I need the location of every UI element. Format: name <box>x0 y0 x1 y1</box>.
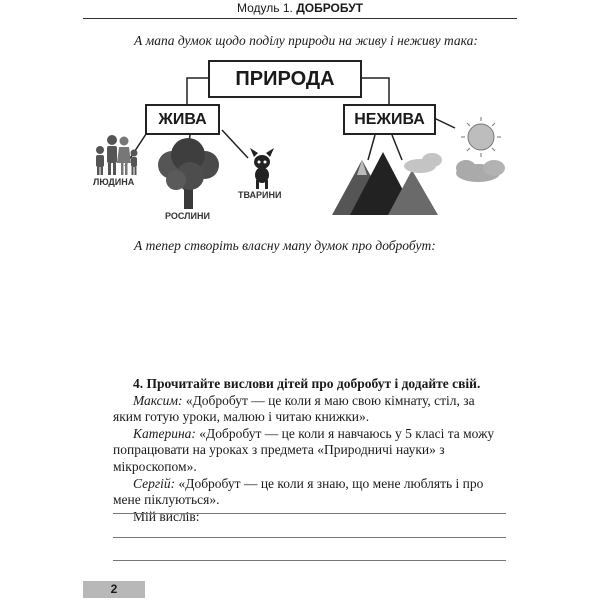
dog-icon <box>250 148 274 189</box>
connector-nonliving-mountains <box>368 135 375 160</box>
task-title: 4. Прочитайте вислови дітей про добробут і додайте свій. <box>133 376 481 391</box>
connector-root-living <box>187 78 208 104</box>
root-node-label: ПРИРОДА <box>235 67 335 90</box>
sun-icon <box>461 117 501 157</box>
prompt-text: А тепер створіть власну мапу думок про добробут: <box>134 238 436 253</box>
people-icon <box>96 135 138 175</box>
label-human: ЛЮДИНА <box>93 177 135 187</box>
node-living-label: ЖИВА <box>158 110 207 128</box>
intro-text: А мапа думок щодо поділу природи на живу і неживу така: <box>134 33 478 48</box>
label-animals: ТВАРИНИ <box>238 190 282 200</box>
connector-living-animals <box>222 130 248 158</box>
quote-serhii <box>113 476 506 509</box>
quote-kateryna <box>113 426 506 476</box>
task-4 <box>113 376 506 525</box>
page-number: 2 <box>83 581 145 598</box>
quote-name: Сергій: <box>133 475 176 491</box>
answer-line[interactable] <box>113 560 506 561</box>
connector-nonliving-sun <box>434 118 455 128</box>
answer-line[interactable] <box>113 513 506 514</box>
tree-icon <box>158 138 219 209</box>
quote-text: «Добробут — це коли я маю свою кімнату, стіл, за яким готую уроки, малюю і читаю книжки». <box>113 392 475 425</box>
quote-text: «Добробут — це коли я навчаюсь у 5 класі та можу попрацювати на уроках з предмета «Природничі науки» з мікроскопом». <box>113 425 495 474</box>
answer-line[interactable] <box>113 537 506 538</box>
quote-name: Катерина: <box>133 425 196 441</box>
quote-maksym <box>113 393 506 426</box>
root-node-nature <box>208 60 362 98</box>
node-nonliving <box>343 104 436 135</box>
module-title: ДОБРОБУТ <box>296 1 364 15</box>
my-statement-label: Мій вислів: <box>133 508 200 524</box>
module-number: Модуль 1. <box>236 1 293 15</box>
connector-root-nonliving <box>360 78 389 104</box>
quote-text: «Добробут — це коли я знаю, що мене люблять і про мене піклуються». <box>113 475 484 508</box>
connector-nonliving-clouds <box>392 135 402 160</box>
clouds-icon <box>404 153 505 182</box>
label-plants: РОСЛИНИ <box>165 211 210 221</box>
quote-name: Максим: <box>133 392 183 408</box>
node-living <box>145 104 220 135</box>
node-nonliving-label: НЕЖИВА <box>354 110 425 128</box>
